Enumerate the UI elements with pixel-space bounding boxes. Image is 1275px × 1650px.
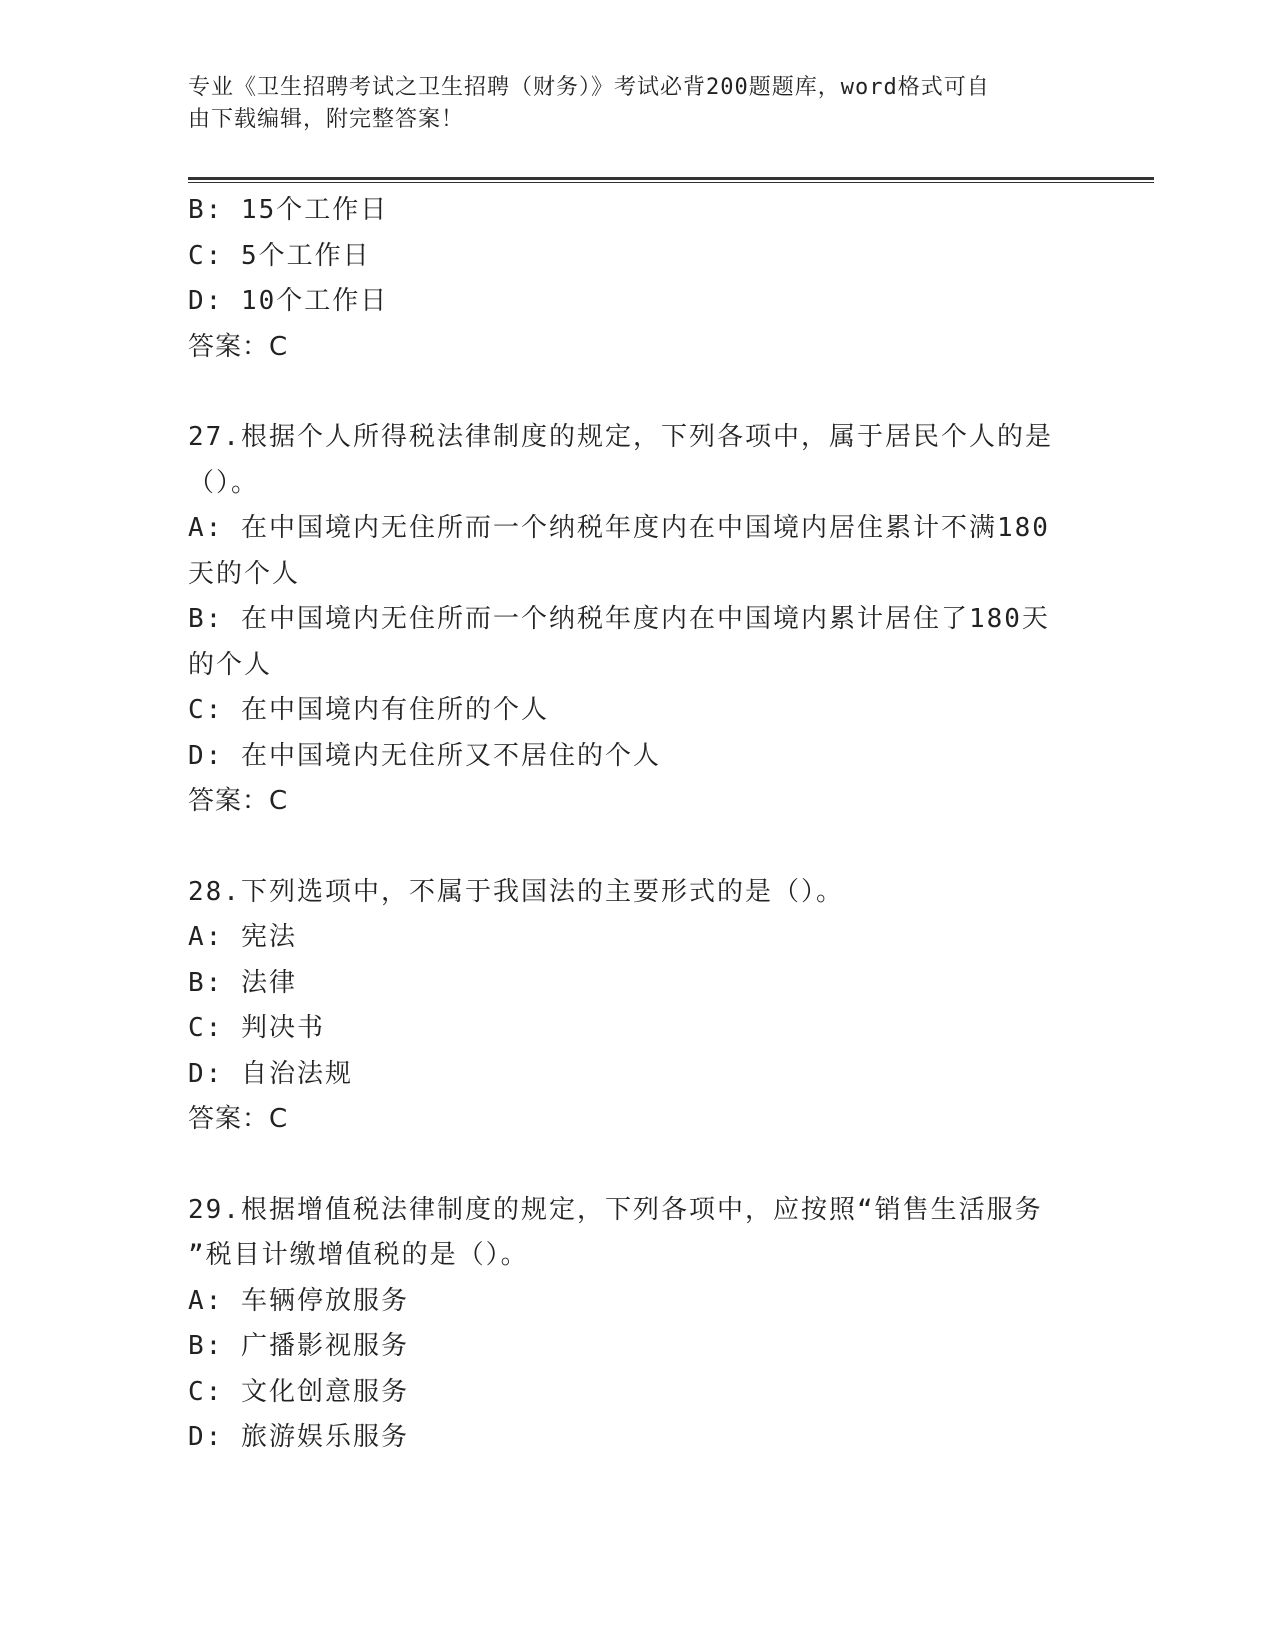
- q27-option-a-line-2: 天的个人: [188, 558, 301, 589]
- q29-option-d: D: 旅游娱乐服务: [188, 1422, 409, 1452]
- q29-option-c: C: 文化创意服务: [188, 1376, 409, 1407]
- q29-option-b: B: 广播影视服务: [188, 1331, 409, 1361]
- q27-stem-line-2: （）。: [188, 467, 260, 498]
- question-29: [188, 1188, 1088, 1461]
- q27-option-d: D: 在中国境内无住所又不居住的个人: [188, 740, 661, 771]
- q28-stem: 28.下列选项中，不属于我国法的主要形式的是（）。: [188, 876, 844, 907]
- q27-option-b-line-2: 的个人: [188, 649, 273, 680]
- q28-option-b: B: 法律: [188, 967, 297, 998]
- q29-stem-line-1: 29.根据增值税法律制度的规定，下列各项中，应按照“销售生活服务: [188, 1194, 1043, 1225]
- prev-option-c: C: 5个工作日: [188, 240, 371, 271]
- spacer: [188, 1143, 1088, 1188]
- header-line-1: 专业《卫生招聘考试之卫生招聘（财务）》考试必背200题题库，word格式可自: [188, 75, 990, 100]
- header-line-2: 由下载编辑，附完整答案！: [188, 107, 465, 132]
- q27-stem-line-1: 27.根据个人所得税法律制度的规定，下列各项中，属于居民个人的是: [188, 422, 1053, 452]
- question-28: [188, 870, 1088, 1143]
- q27-option-c: C: 在中国境内有住所的个人: [188, 695, 549, 725]
- q29-option-a: A: 车辆停放服务: [188, 1285, 409, 1316]
- spacer: [188, 370, 1088, 415]
- question-27: [188, 415, 1088, 825]
- prev-answer: 答案：C: [188, 331, 289, 362]
- prev-option-b: B: 15个工作日: [188, 195, 389, 225]
- q27-option-a-line-1: A: 在中国境内无住所而一个纳税年度内在中国境内居住累计不满180: [188, 513, 1050, 543]
- q28-option-a: A: 宪法: [188, 922, 297, 952]
- header-rule-thick: [188, 177, 1154, 180]
- question-content: [188, 188, 1088, 1461]
- q28-option-c: C: 判决书: [188, 1013, 325, 1043]
- q29-stem-line-2: ”税目计缴增值税的是（）。: [188, 1240, 529, 1270]
- prev-option-d: D: 10个工作日: [188, 286, 389, 316]
- spacer: [188, 825, 1088, 870]
- q28-answer: 答案：C: [188, 1104, 289, 1134]
- document-header: [188, 72, 1068, 136]
- q27-answer: 答案：C: [188, 786, 289, 816]
- header-rule-thin: [188, 182, 1154, 183]
- prev-question-block: [188, 188, 1088, 370]
- q28-option-d: D: 自治法规: [188, 1058, 353, 1089]
- q27-option-b-line-1: B: 在中国境内无住所而一个纳税年度内在中国境内累计居住了180天: [188, 604, 1050, 634]
